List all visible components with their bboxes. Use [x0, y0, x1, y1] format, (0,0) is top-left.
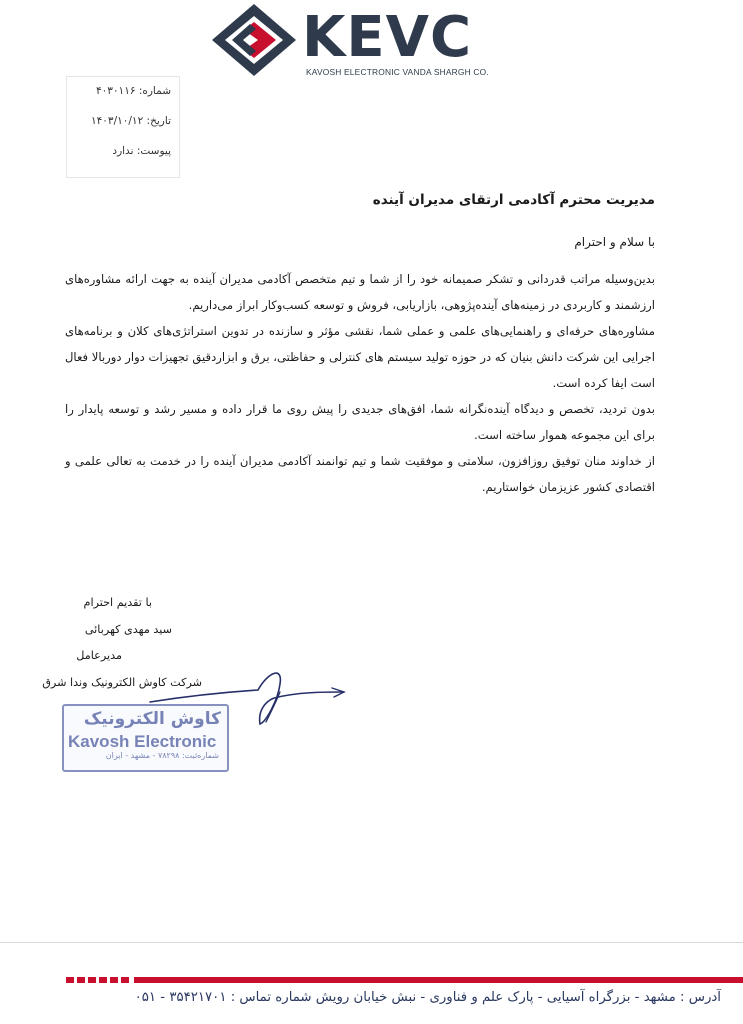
footer-address: آدرس : مشهد - بزرگراه آسیایی - پارک علم و فناوری - نبش خیابان رویش شماره تماس : ۳۵۴۲۱۷۰۱ - ۰۵۱	[134, 990, 721, 1005]
logo-wordmark: KEVC	[302, 5, 473, 70]
signer-company: شرکت کاوش الکترونیک وندا شرق	[42, 675, 202, 689]
footer-accent-bar	[66, 977, 743, 983]
paragraph: بدین‌وسیله مراتب قدردانی و تشکر صمیمانه خود را از شما و تیم متخصص آکادمی مدیران آینده به جهت ارائه مشاوره‌های ارزشمند و کاربردی در زمینه‌های آینده‌پژوهی، بازاریابی، فروش و توسعه کسب‌وکار ابراز می‌داریم.	[65, 272, 655, 312]
footer-divider	[0, 942, 743, 943]
letter-attachment: پیوست: ندارد	[112, 145, 171, 157]
signer-title: مدیرعامل	[76, 649, 122, 662]
letter-number: شماره: ۴۰۳۰۱۱۶	[96, 85, 171, 97]
paragraph: بدون تردید، تخصص و دیدگاه آینده‌نگرانه شما، افق‌های جدیدی را پیش روی ما قرار داده و مسیر رشد و توسعه پایدار را برای این مجموعه هموار ساخته است.	[65, 402, 655, 442]
paragraph: از خداوند منان توفیق روزافزون، سلامتی و موفقیت شما و تیم توانمند آکادمی مدیران آینده را در خدمت به تعالی علمی و اقتصادی کشور عزیزمان خواستاریم.	[65, 454, 655, 494]
stamp-name-en: Kavosh Electronic	[68, 732, 217, 751]
recipient-title: مدیریت محترم آکادمی ارتقای مدیران آینده	[372, 192, 655, 208]
signer-name: سید مهدی کهربائی	[84, 622, 172, 636]
letter-meta-box	[66, 76, 180, 178]
letter-date: تاریخ: ۱۴۰۳/۱۰/۱۲	[91, 115, 171, 127]
stamp-registration: شماره‌ثبت: ۷۸۲۹۸ - مشهد - ایران	[105, 751, 219, 760]
paragraph: مشاوره‌های حرفه‌ای و راهنمایی‌های علمی و عملی شما، نقشی مؤثر و سازنده در تدوین استراتژی‌های کلان و برنامه‌های اجرایی این شرکت دانش بنیان که در حوزه تولید سیستم های کنترلی و حفاظتی، برق و ابزاردقیق تجهیزات دوار دوربالا فعال است ایفا کرده است.	[65, 324, 655, 390]
company-logo	[210, 2, 510, 80]
company-name-en: KAVOSH ELECTRONIC VANDA SHARGH CO.	[306, 67, 489, 77]
letter-body	[65, 266, 655, 500]
closing-phrase: با تقدیم احترام	[83, 596, 152, 609]
greeting: با سلام و احترام	[574, 235, 655, 249]
stamp-name-fa: کاوش الکترونیک	[83, 709, 221, 729]
company-stamp	[62, 704, 229, 772]
logo-mark-icon	[210, 2, 302, 80]
